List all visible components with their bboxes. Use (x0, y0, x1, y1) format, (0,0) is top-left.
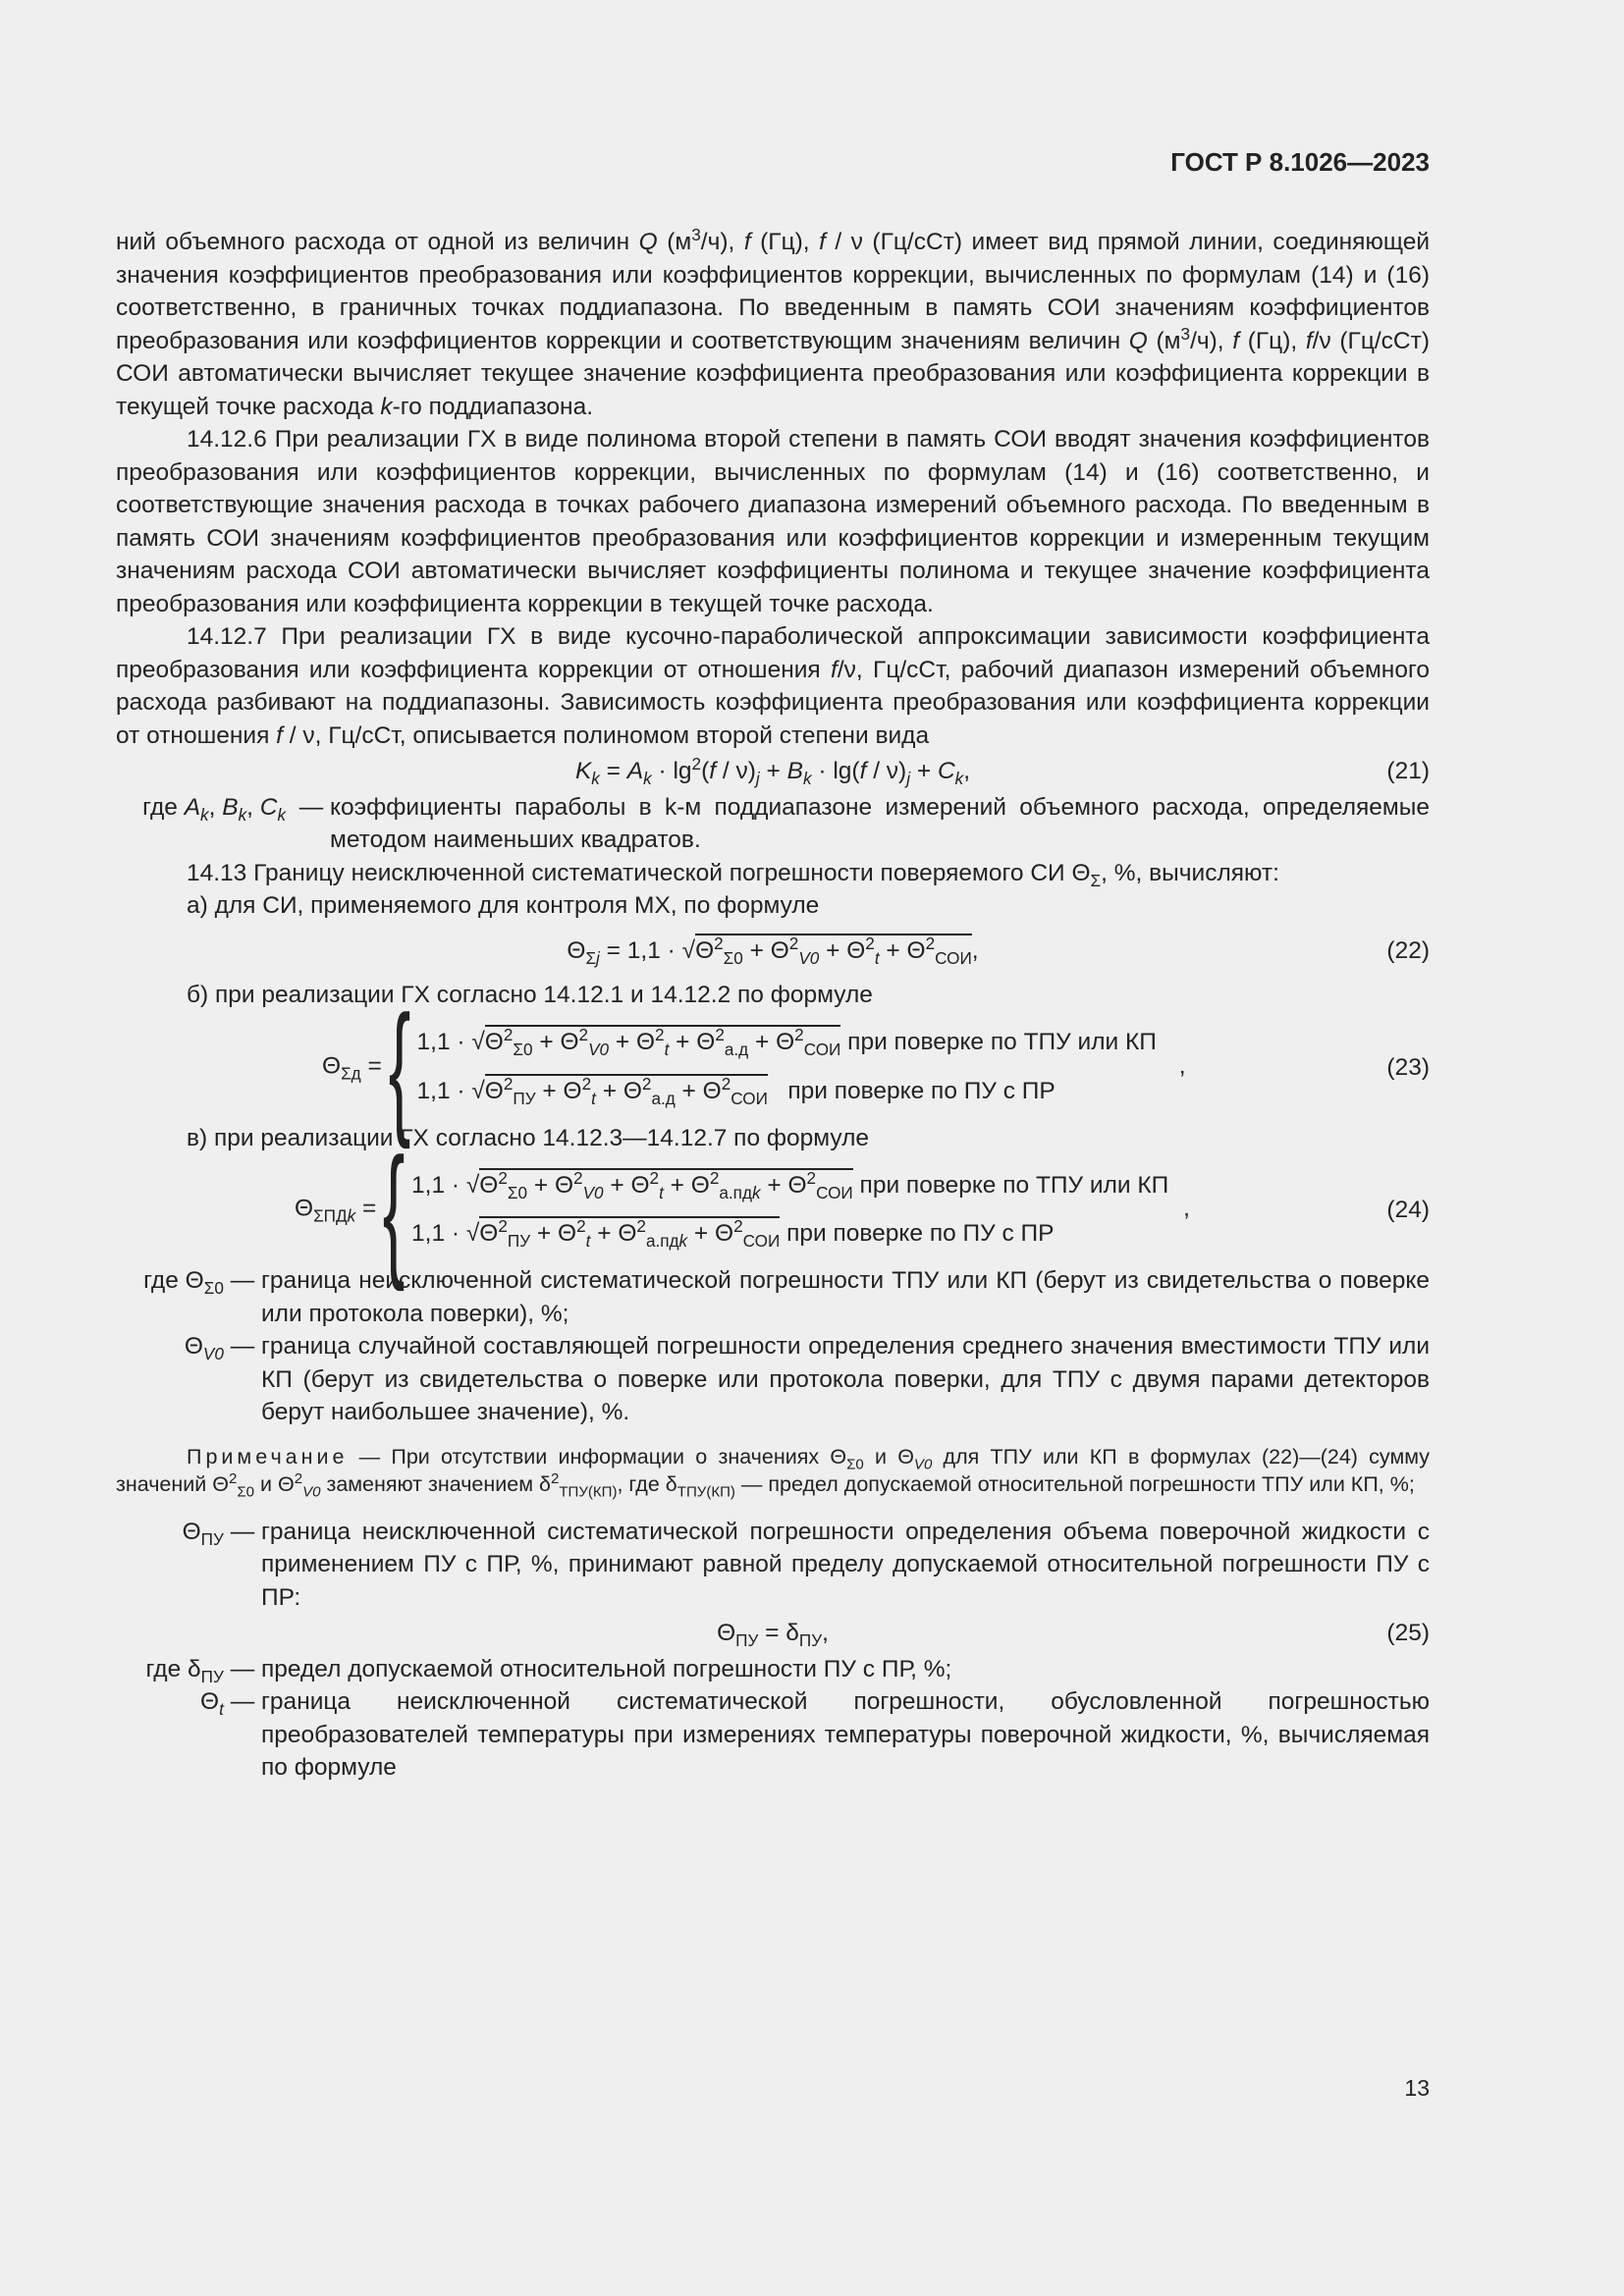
item-b: б) при реализации ГХ согласно 14.12.1 и 14.12.2 по формуле (187, 982, 873, 1008)
formula-23: $\Theta_{\Sigma д}$ = { $1,1 \cdot √\Theta^2_{\Sigma 0} + \Theta^2_{V0} + \Theta^2_t + \Theta^2_{а.д} + \Theta^2_{СОИ}$ при поверке по ТПУ или КП $1,1 \cdot √\Theta^2_{ПУ} + \Theta^2_t + \Theta^2_{а.д} + \Theta^2_{СОИ}$ при поверке по ПУ с ПР , (23) (322, 984, 1430, 1149)
where-delta-pu: где $\delta_{ПУ}$ — предел допускаемой относительной погрешности ПУ с ПР, %; (145, 1655, 952, 1686)
item-a: а) для СИ, применяемого для контроля МХ, по формуле (187, 892, 820, 919)
paragraph-continuation: ний объемного расхода от одной из величин Q $(м^3/ч)$, f (Гц), f / ν (Гц/сСт) имеет вид прямой линии, соединяющей значения коэффициентов преобразования или коэффициентов коррекции, вычисленных по формулам (14) и (16) соответственно, в граничных точках поддиапазона. По введенным в память СОИ значениям коэффициентов преобразования или коэффициентов коррекции и соответствующим значениям величин Q $(м^3/ч)$, f (Гц), f/ν (Гц/сСт) СОИ автоматически вычисляет текущее значение коэффициента преобразования или коэффициента коррекции в текущей точке расхода k-го поддиапазона. (116, 224, 1431, 420)
note: Примечание — При отсутствии информации о значениях $\Theta_{\Sigma 0}$ и $\Theta_{V0}$ для ТПУ или КП в формулах (22)—(24) сумму значений $\Theta^2_{\Sigma 0}$ и $\Theta^2_{V0}$ заменяют значением $\delta^2_{ТПУ(КП)}$, где $\delta_{ТПУ(КП)}$ — предел допускаемой относительной погрешности ТПУ или КП, %; (116, 1444, 1430, 1500)
page-number: 13 (1404, 2075, 1430, 2101)
formula-number: (21) (1386, 758, 1430, 784)
paragraph-14-13: 14.13 Границу неисключенной систематической погрешности поверяемого СИ $\Theta_\Sigma$, %, вычисляют: (187, 859, 1279, 890)
formula-22: $\Theta_{\Sigma j} = 1,1 \cdot √\Theta^2_{\Sigma 0} + \Theta^2_{V0} + \Theta^2_t + \Theta^2_{СОИ}$, (22) (567, 933, 1430, 968)
where-theta-pu: $\Theta_{ПУ}$ — граница неисключенной систематической погрешности определения объема поверочной жидкости с применением ПУ с ПР, %, принимают равной пределу допускаемой относительной погрешности ПУ с ПР: (182, 1518, 1430, 1611)
formula-number: (23) (1386, 1053, 1430, 1081)
where-theta-v0: $\Theta_{V0}$ — граница случайной составляющей погрешности определения среднего значения вместимости ТПУ или КП (берут из свидетельства о поверке или протокола поверки, для ТПУ с двумя парами детекторов берут наибольшее значение), %. (184, 1333, 1430, 1425)
formula-number: (22) (1386, 936, 1430, 964)
where-theta-s0: где $\Theta_{\Sigma 0}$ — граница неисключенной систематической погрешности ТПУ или КП (берут из свидетельства о поверке или протокола поверки), %; (143, 1267, 1430, 1327)
where-block-21: где $A_k$, $B_k$, $C_k$ — коэффициенты параболы в k-м поддиапазоне измерений объемного расхода, определяемые методом наименьших квадратов. (142, 793, 1430, 853)
document-header: ГОСТ Р 8.1026—2023 (1170, 147, 1430, 177)
formula-25: $\Theta_{ПУ} = \delta_{ПУ}$, (25) (116, 1617, 1430, 1650)
where-theta-t: $\Theta_t$ — граница неисключенной систематической погрешности, обусловленной погрешностью преобразователей температуры при измерениях температуры поверочной жидкости, %, вычисляемая по формуле (200, 1688, 1430, 1781)
formula-21: $K_k = A_k \cdot \lg^2(f / \nu)_j + B_k \cdot \lg(f / \nu)_j + C_k$, (21) (574, 753, 1430, 788)
paragraph-14-12-7: 14.12.7 При реализации ГХ в виде кусочно-параболической аппроксимации зависимости коэффициента преобразования или коэффициента коррекции от отношения f/ν, Гц/сСт, рабочий диапазон измерений объемного расхода разбивают на поддиапазоны. Зависимость коэффициента преобразования или коэффициента коррекции от отношения f / ν, Гц/сСт, описывается полиномом второй степени вида (116, 623, 1430, 749)
formula-number: (24) (1386, 1197, 1430, 1223)
item-c: в) при реализации ГХ согласно 14.12.3—14.12.7 по формуле (187, 1124, 870, 1151)
paragraph-14-12-6: 14.12.6 При реализации ГХ в виде полинома второй степени в память СОИ вводят значения коэффициентов преобразования или коэффициентов коррекции, вычисленных по формулам (14) и (16) соответственно, и соответствующие значения расхода в точках рабочего диапазона измерений объемного расхода. По введенным в память СОИ значениям коэффициентов преобразования или коэффициентов коррекции и измеренным текущим значениям расхода СОИ автоматически вычисляет коэффициенты полинома и текущее значение коэффициента преобразования или коэффициента коррекции в текущей точке расхода. (116, 426, 1430, 617)
document-body (116, 226, 1430, 1785)
formula-number: (25) (1386, 1620, 1430, 1646)
formula-24: $\Theta_{\Sigma ПДk}$ = { $1,1 \cdot √\Theta^2_{\Sigma 0} + \Theta^2_{V0} + \Theta^2_t + \Theta^2_{а.пдk} + \Theta^2_{СОИ}$ при поверке по ТПУ или КП $1,1 \cdot √\Theta^2_{ПУ} + \Theta^2_t + \Theta^2_{а.пдk} + \Theta^2_{СОИ}$ при поверке по ПУ с ПР , (24) (295, 1127, 1430, 1292)
